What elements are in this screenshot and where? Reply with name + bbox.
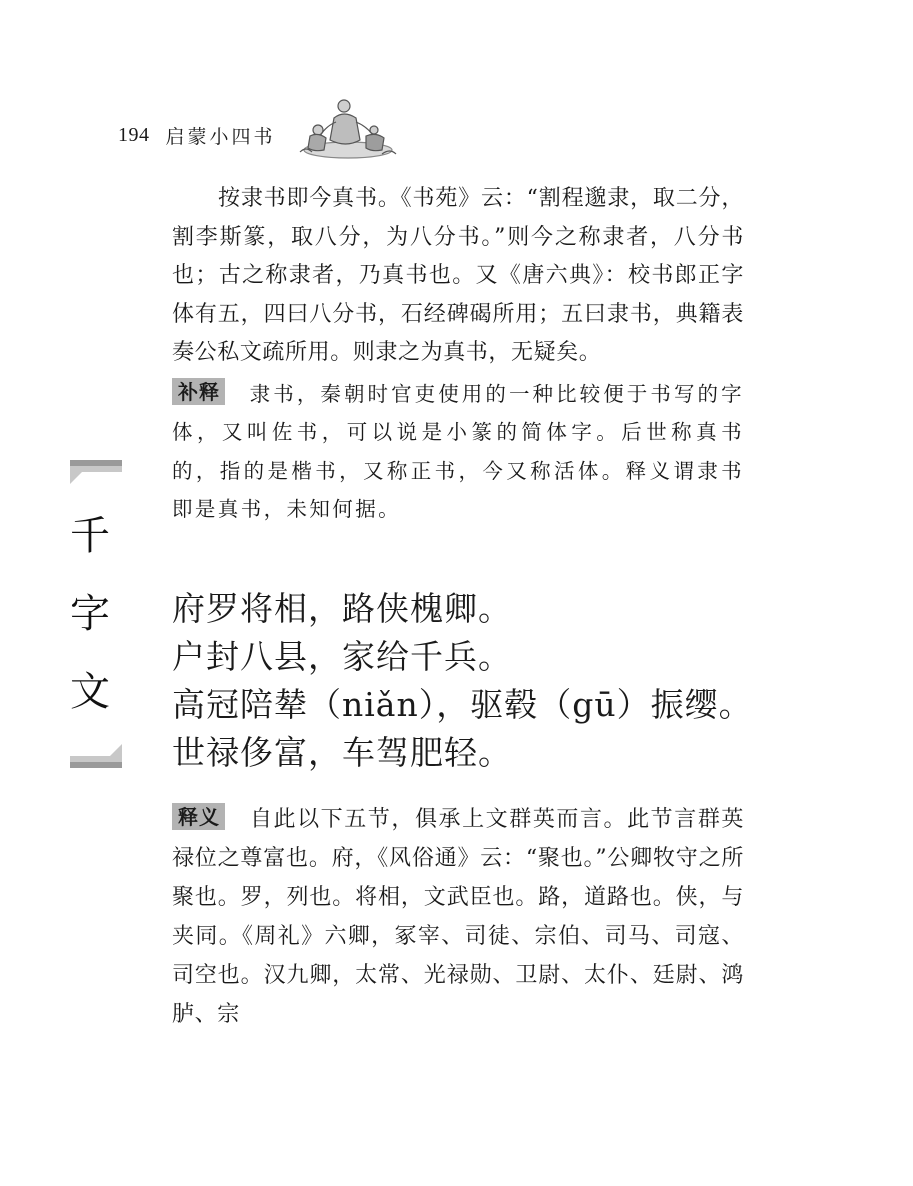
side-title-char-3: 文 (70, 669, 110, 715)
explanation-section (172, 800, 744, 1034)
intro-paragraph: 按隶书即今真书。《书苑》云：“割程邈隶，取二分，割李斯篆，取八分，为八分书。”则今之称隶者，八分书也；古之称隶者，乃真书也。又《唐六典》：校书郎正字体有五，四曰八分书，石经碑碣所用；五曰隶书，典籍表奏公私文疏所用。则隶之为真书，无疑矣。 (172, 186, 744, 365)
verse-line: 府罗将相，路侠槐卿。 (172, 589, 512, 628)
verse-line: 高冠陪辇（niǎn），驱毂（gū）振缨。 (172, 685, 753, 724)
header-illustration (296, 96, 400, 160)
supplement-tag: 补释 (172, 378, 225, 405)
side-title-char-1: 千 (70, 513, 110, 559)
page-header (118, 118, 276, 152)
page-number: 194 (118, 123, 150, 146)
supplement-note (172, 375, 744, 529)
supplement-text: 隶书，秦朝时官吏使用的一种比较便于书写的字体，又叫佐书，可以说是小篆的简体字。后世称真书的，指的是楷书，又称正书，今又称活体。释义谓隶书即是真书，未知何据。 (172, 381, 744, 521)
intro-section (172, 180, 744, 529)
bracket-bottom-icon (70, 744, 122, 768)
bracket-top-icon (70, 460, 122, 484)
verse-line: 世禄侈富，车驾肥轻。 (172, 733, 512, 772)
side-title (70, 460, 126, 770)
explanation-paragraph (172, 800, 744, 1034)
side-title-char-2: 字 (70, 591, 110, 637)
verse-line: 户封八县，家给千兵。 (172, 637, 512, 676)
verse-block (172, 585, 772, 777)
explanation-text: 自此以下五节，俱承上文群英而言。此节言群英禄位之尊富也。府，《风俗通》云：“聚也。”公卿牧守之所聚也。罗，列也。将相，文武臣也。路，道路也。侠，与夹同。《周礼》六卿，冢宰、司徒、宗伯、司马、司寇、司空也。汉九卿，太常、光禄勋、卫尉、太仆、廷尉、鸿胪、宗 (172, 807, 744, 1027)
book-title: 启蒙小四书 (165, 125, 276, 148)
explanation-tag: 释义 (172, 803, 225, 830)
